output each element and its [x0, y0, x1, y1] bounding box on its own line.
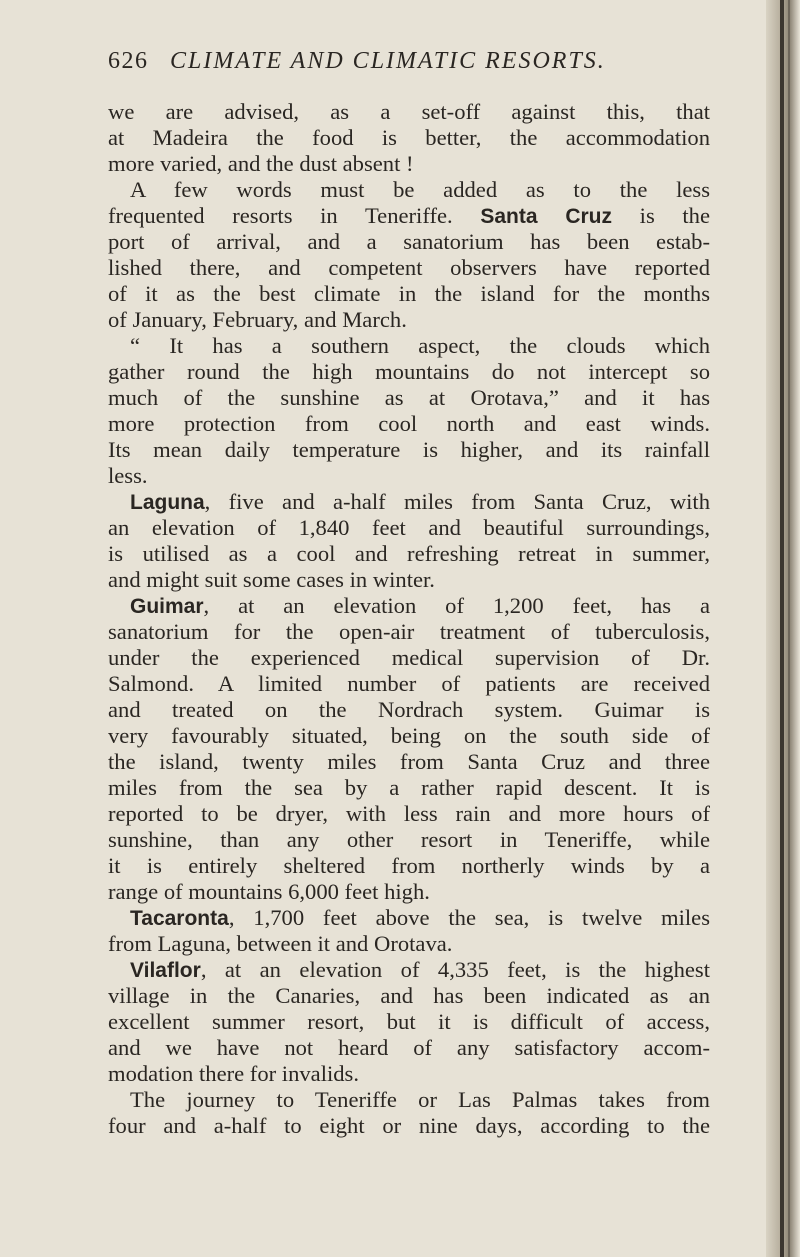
text-line	[108, 723, 710, 749]
text-line	[108, 411, 710, 437]
text-line	[108, 775, 710, 801]
text-line	[108, 697, 710, 723]
text-line	[108, 749, 710, 775]
line-text: A few words must be added as to the less	[130, 177, 710, 202]
text-line	[108, 281, 710, 307]
line-text: excellent summer resort, but it is difficult of access,	[108, 1009, 710, 1034]
line-text: from Laguna, between it and Orotava.	[108, 931, 453, 956]
text-line	[108, 437, 710, 463]
resort-name: Santa Cruz	[480, 205, 613, 228]
resort-name: Guimar	[130, 595, 204, 618]
line-text: more varied, and the dust absent !	[108, 151, 414, 176]
resort-name: Laguna	[130, 491, 205, 514]
text-line	[108, 333, 710, 359]
line-text: an elevation of 1,840 feet and beautiful surroundings,	[108, 515, 710, 540]
page-number: 626	[108, 48, 149, 74]
line-text: lished there, and competent observers have reported	[108, 255, 710, 280]
line-text: and might suit some cases in winter.	[108, 567, 435, 592]
text-line	[108, 853, 710, 879]
running-title: CLIMATE AND CLIMATIC RESORTS.	[170, 48, 606, 74]
line-text: village in the Canaries, and has been indicated as an	[108, 983, 710, 1008]
text-line	[108, 1113, 710, 1139]
text-line	[108, 385, 710, 411]
line-text: The journey to Teneriffe or Las Palmas takes from	[130, 1087, 710, 1112]
text-line	[108, 983, 710, 1009]
body-text	[108, 99, 710, 1139]
line-text: sunshine, than any other resort in Teneriffe, while	[108, 827, 710, 852]
line-text: , five and a-half miles from Santa Cruz, with	[204, 489, 710, 514]
line-text: at Madeira the food is better, the accommodation	[108, 125, 710, 150]
text-line	[108, 151, 710, 177]
line-text: is utilised as a cool and refreshing retreat in summer,	[108, 541, 710, 566]
text-line	[108, 619, 710, 645]
line-text: , at an elevation of 1,200 feet, has a	[203, 593, 710, 618]
line-text: and we have not heard of any satisfactory accom-	[108, 1035, 710, 1060]
line-text: more protection from cool north and east winds.	[108, 411, 710, 436]
line-text: it is entirely sheltered from northerly winds by a	[108, 853, 710, 878]
line-text: range of mountains 6,000 feet high.	[108, 879, 430, 904]
line-text: four and a-half to eight or nine days, according to the	[108, 1113, 710, 1138]
text-line	[108, 203, 710, 229]
line-text: we are advised, as a set-off against this, that	[108, 99, 710, 124]
text-line	[108, 177, 710, 203]
text-line	[108, 307, 710, 333]
line-text: less.	[108, 463, 148, 488]
text-line	[108, 957, 710, 983]
text-line	[108, 801, 710, 827]
line-text: under the experienced medical supervision of Dr.	[108, 645, 710, 670]
text-line	[108, 1087, 710, 1113]
book-gutter-edge	[766, 0, 800, 1257]
line-text: very favourably situated, being on the south side of	[108, 723, 710, 748]
text-line	[108, 125, 710, 151]
text-line	[108, 827, 710, 853]
text-line	[108, 489, 710, 515]
running-header	[108, 48, 728, 82]
line-text: port of arrival, and a sanatorium has been estab-	[108, 229, 710, 254]
text-line	[108, 541, 710, 567]
line-text: Salmond. A limited number of patients are received	[108, 671, 710, 696]
line-text: “ It has a southern aspect, the clouds which	[130, 333, 710, 358]
text-line	[108, 359, 710, 385]
line-text: miles from the sea by a rather rapid descent. It is	[108, 775, 710, 800]
line-text: modation there for invalids.	[108, 1061, 359, 1086]
text-line	[108, 229, 710, 255]
resort-name: Tacaronta	[130, 907, 229, 930]
text-line	[108, 1009, 710, 1035]
line-text: reported to be dryer, with less rain and more hours of	[108, 801, 710, 826]
text-line	[108, 671, 710, 697]
text-line	[108, 567, 710, 593]
line-text: frequented resorts in Teneriffe.	[108, 203, 481, 228]
text-line	[108, 879, 710, 905]
line-text: is the	[612, 203, 710, 228]
line-text: sanatorium for the open-air treatment of tuberculosis,	[108, 619, 710, 644]
resort-name: Vilaflor	[130, 959, 201, 982]
text-line	[108, 645, 710, 671]
text-line	[108, 931, 710, 957]
text-line	[108, 255, 710, 281]
line-text: , 1,700 feet above the sea, is twelve miles	[228, 905, 710, 930]
line-text: the island, twenty miles from Santa Cruz and three	[108, 749, 710, 774]
text-line	[108, 1035, 710, 1061]
line-text: of January, February, and March.	[108, 307, 407, 332]
text-line	[108, 905, 710, 931]
text-line	[108, 1061, 710, 1087]
line-text: , at an elevation of 4,335 feet, is the highest	[200, 957, 710, 982]
text-line	[108, 515, 710, 541]
line-text: Its mean daily temperature is higher, and its rainfall	[108, 437, 710, 462]
text-line	[108, 593, 710, 619]
line-text: gather round the high mountains do not intercept so	[108, 359, 710, 384]
text-line	[108, 99, 710, 125]
text-line	[108, 463, 710, 489]
line-text: of it as the best climate in the island for the months	[108, 281, 710, 306]
line-text: much of the sunshine as at Orotava,” and it has	[108, 385, 710, 410]
line-text: and treated on the Nordrach system. Guimar is	[108, 697, 710, 722]
